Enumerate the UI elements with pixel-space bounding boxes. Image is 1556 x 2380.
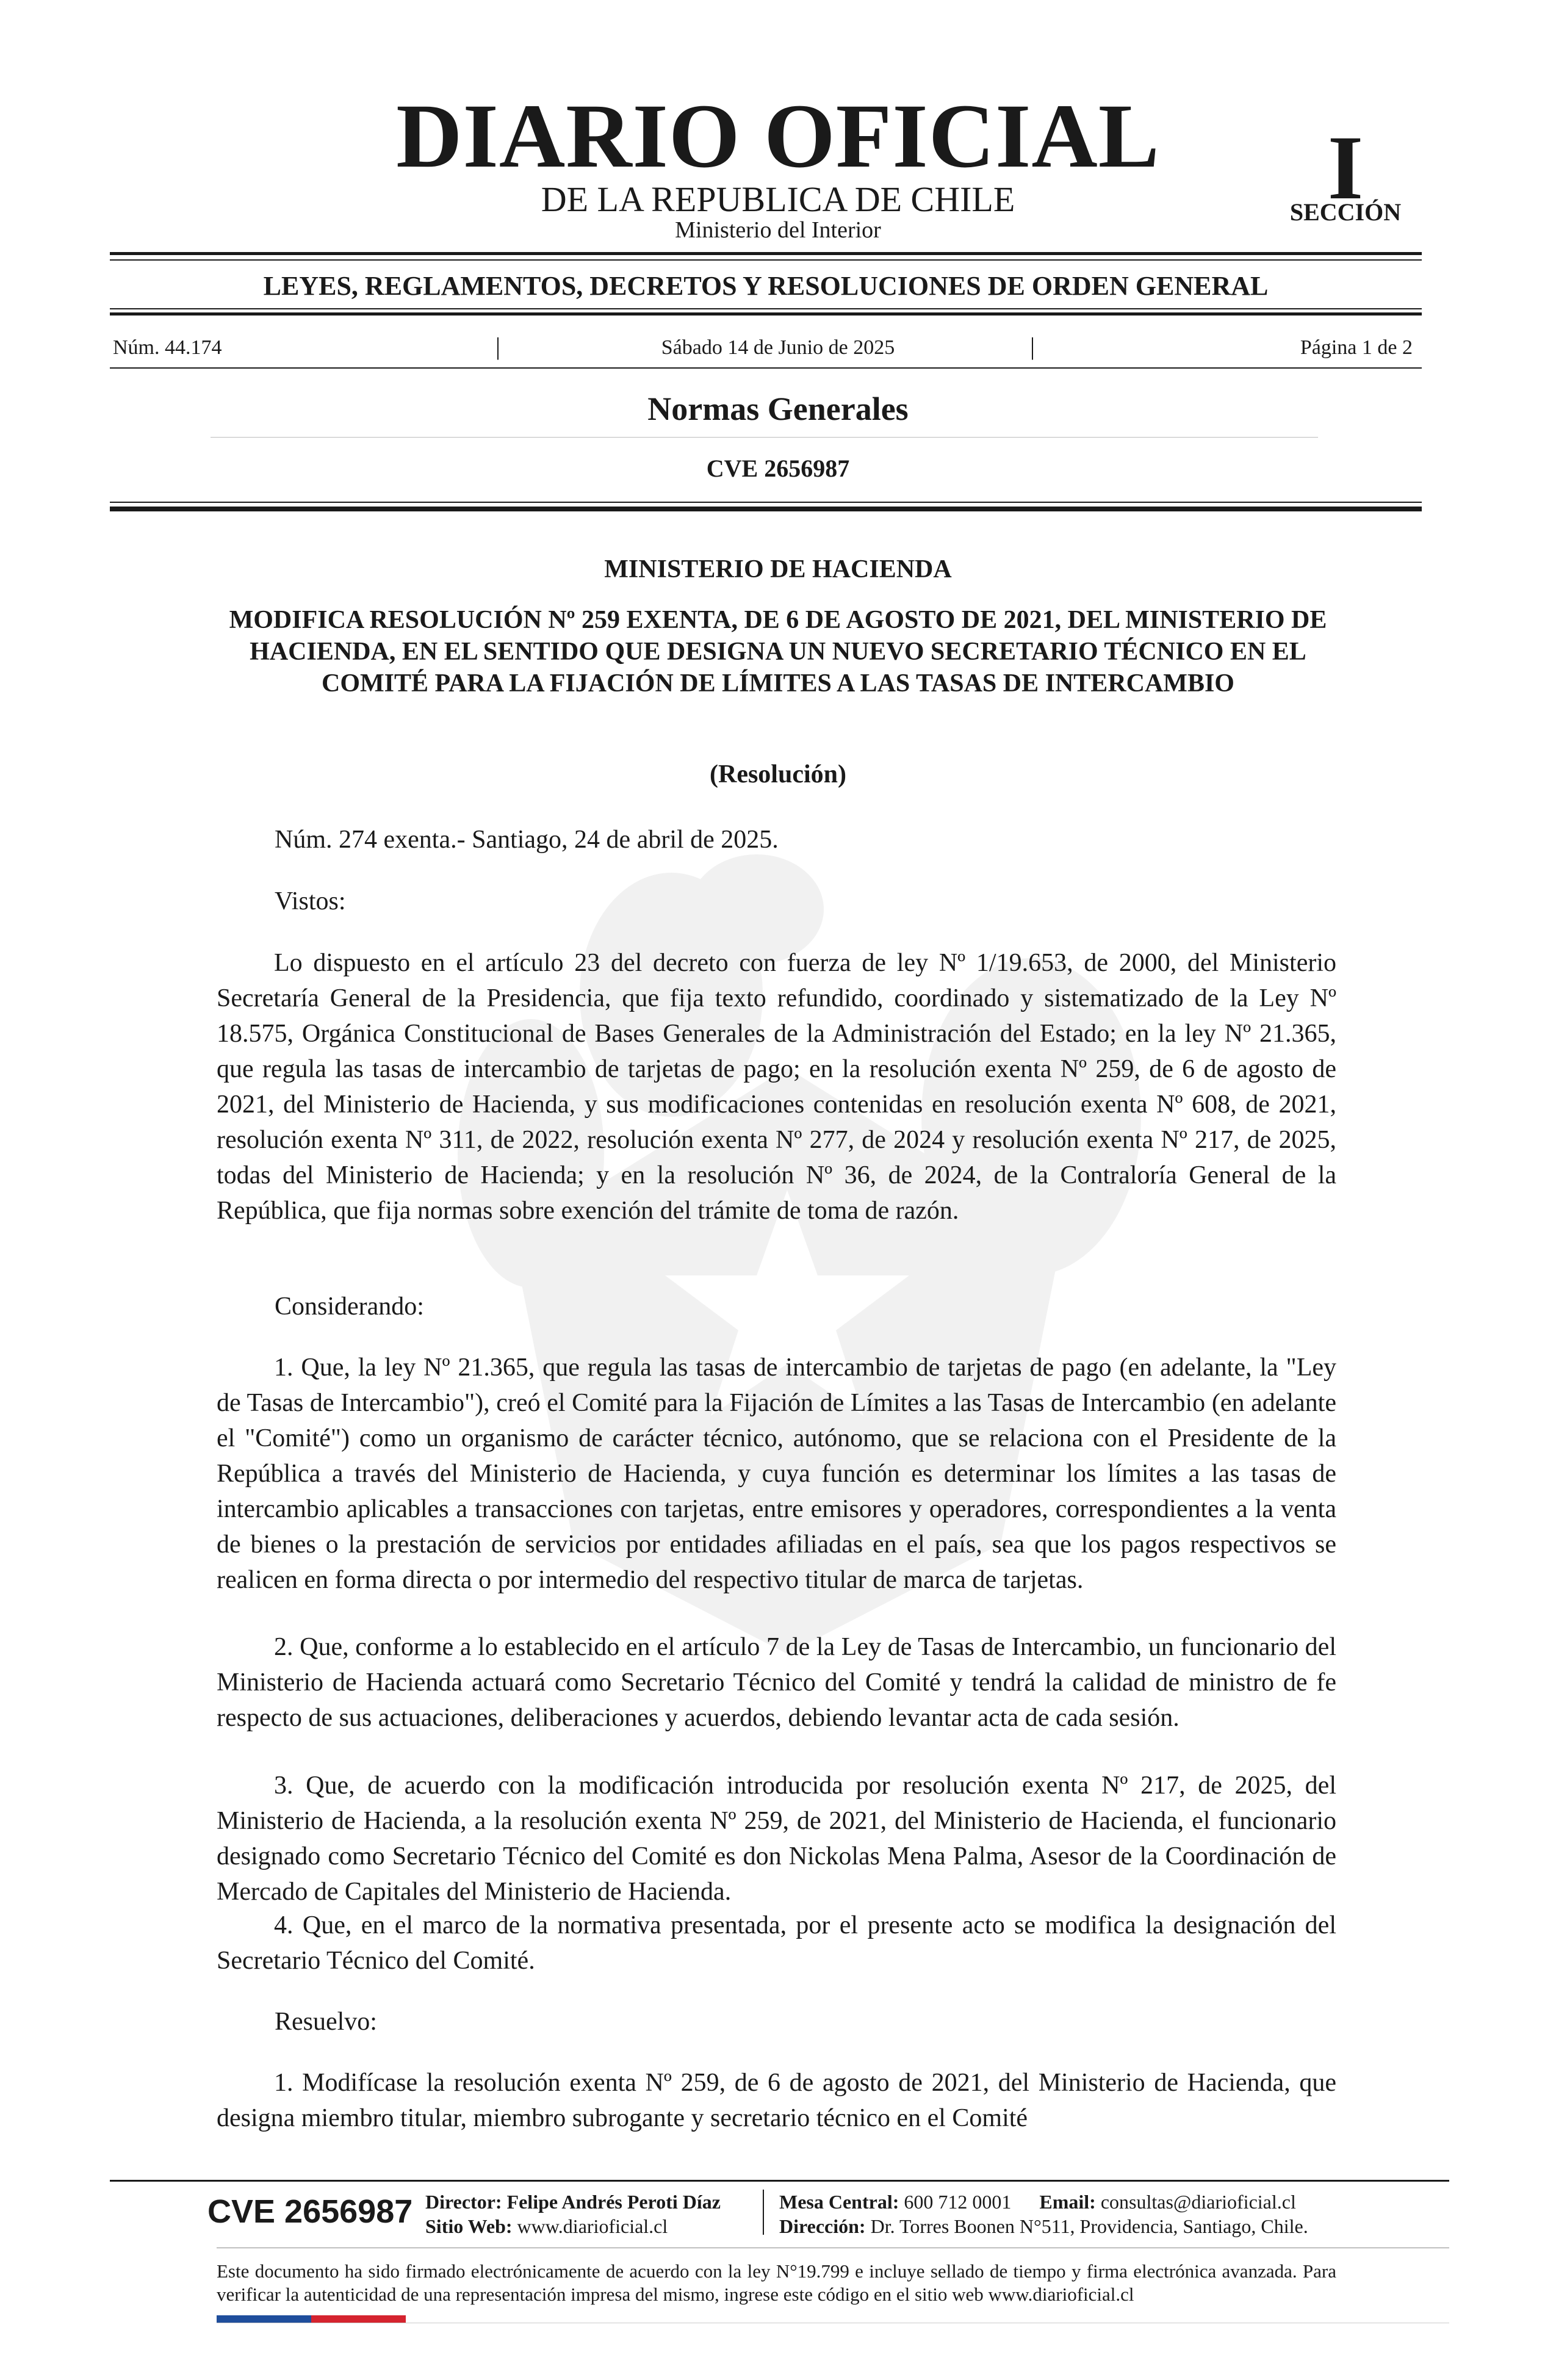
resuelvo-item: 1. Modifícase la resolución exenta Nº 259, de 6 de agosto de 2021, del Ministerio de Hacienda, que designa miembro titular, miembro subrogante y secretario técnico en el Comité: [217, 2069, 1336, 2132]
footer-rule: [110, 2180, 1449, 2182]
masthead-ministry: Ministerio del Interior: [675, 217, 881, 243]
considerando-item: 3. Que, de acuerdo con la modificación introducida por resolución exenta Nº 217, de 2025, del Ministerio de Hacienda, a la resolución exenta Nº 259, de 2021, del Ministerio de Hacienda, el funcionario designado como Secretario Técnico del Comité es don Nickolas Mena Palma, Asesor de la Coordinación de Mercado de Capitales del Ministerio de Hacienda.: [217, 1772, 1336, 1906]
director-name: Felipe Andrés Peroti Díaz: [506, 2191, 721, 2213]
website-label: Sitio Web:: [425, 2215, 513, 2237]
ministry-heading: MINISTERIO DE HACIENDA: [604, 555, 952, 583]
page-indicator: Página 1 de 2: [1300, 336, 1413, 359]
footer-cve-code: CVE 2656987: [207, 2193, 413, 2230]
flag-stripe-red: [311, 2315, 406, 2323]
considerando-label: Considerando:: [275, 1293, 424, 1321]
section-numeral: I: [1327, 117, 1364, 218]
footer-signature-note: Este documento ha sido firmado electrónicamente de acuerdo con la ley N°19.799 e incluye sellado de tiempo y firma electrónica avanzada. Para verificar la autenticidad de una representación impresa del mismo, ingrese este código en el sitio web www.diarioficial.cl: [217, 2260, 1336, 2305]
vistos-paragraph: Lo dispuesto en el artículo 23 del decreto con fuerza de ley Nº 1/19.653, de 2000, del Ministerio Secretaría General de la Presidencia, que fija texto refundido, coordinado y sistematizado de la Ley Nº 18.575, Orgánica Constitucional de Bases Generales de la Administración del Estado; en la ley Nº 21.365, que regula las tasas de intercambio de tarjetas de pago; en la resolución exenta Nº 259, de 6 de agosto de 2021, del Ministerio de Hacienda, y sus modificaciones contenidas en resolución exenta Nº 608, de 2021, resolución exenta Nº 311, de 2022, resolución exenta Nº 277, de 2024 y resolución exenta Nº 217, de 2025, todas del Ministerio de Hacienda; y en la resolución Nº 36, de 2024, de la Contraloría General de la República, que fija normas sobre exención del trámite de toma de razón.: [217, 949, 1336, 1225]
document-rule-thin: [110, 502, 1422, 503]
flag-stripe-blue: [217, 2315, 311, 2323]
mesa-label: Mesa Central:: [779, 2191, 899, 2213]
considerando-item: 2. Que, conforme a lo establecido en el artículo 7 de la Ley de Tasas de Intercambio, un funcionario del Ministerio de Hacienda actuará como Secretario Técnico del Comité y tendrá la calidad de ministro de fe respecto de sus actuaciones, deliberaciones y acuerdos, debiendo levantar acta de cada sesión.: [217, 1633, 1336, 1732]
mesa-phone: 600 712 0001: [904, 2191, 1012, 2213]
masthead-subtitle: DE LA REPUBLICA DE CHILE: [541, 179, 1015, 219]
banner-rule-thin: [110, 308, 1422, 309]
banner-rule-thick: [110, 312, 1422, 316]
issue-number: Núm. 44.174: [113, 336, 222, 359]
issue-date: Sábado 14 de Junio de 2025: [661, 336, 895, 359]
vistos-label: Vistos:: [275, 887, 346, 915]
website-link[interactable]: www.diarioficial.cl: [517, 2215, 668, 2237]
masthead-rule-thin: [110, 259, 1422, 261]
director-label: Director:: [425, 2191, 502, 2213]
section-heading: Normas Generales: [647, 391, 909, 427]
banner-heading: LEYES, REGLAMENTOS, DECRETOS Y RESOLUCIONES DE ORDEN GENERAL: [263, 271, 1269, 301]
considerando-item: 4. Que, en el marco de la normativa presentada, por el presente acto se modifica la designación del Secretario Técnico del Comité.: [217, 1911, 1336, 1975]
footer-director: [425, 2192, 721, 2212]
info-separator: |: [495, 333, 501, 360]
address-label: Dirección:: [779, 2215, 866, 2237]
footer-website: [425, 2216, 668, 2236]
document-rule-thick: [110, 507, 1422, 511]
resolution-title: MODIFICA RESOLUCIÓN Nº 259 EXENTA, DE 6 DE AGOSTO DE 2021, DEL MINISTERIO DE HACIENDA, EN EL SENTIDO QUE DESIGNA UN NUEVO SECRETARIO TÉCNICO EN EL COMITÉ PARA LA FIJACIÓN DE LÍMITES A LAS TASAS DE INTERCAMBIO: [229, 606, 1327, 698]
masthead-rule-thick: [110, 252, 1422, 255]
section-label: SECCIÓN: [1289, 198, 1402, 226]
resolution-type: (Resolución): [710, 760, 846, 788]
masthead-title: DIARIO OFICIAL: [396, 85, 1160, 187]
email-label: Email:: [1039, 2191, 1096, 2213]
email-link[interactable]: consultas@diarioficial.cl: [1100, 2191, 1296, 2213]
footer-divider: [763, 2190, 764, 2235]
heading-rule: [211, 437, 1318, 438]
considerando-item: 1. Que, la ley Nº 21.365, que regula las tasas de intercambio de tarjetas de pago (en adelante, la "Ley de Tasas de Intercambio"), creó el Comité para la Fijación de Límites a las Tasas de Intercambio (en adelante el "Comité") como un organismo de carácter técnico, autónomo, que se relaciona con el Presidente de la República a través del Ministerio de Hacienda, y cuya función es determinar los límites a las tasas de intercambio aplicables a transacciones con tarjetas, entre emisores y operadores, correspondientes a la venta de bienes o la prestación de servicios por entidades afiliadas en el país, sea que los pagos respectivos se realicen en forma directa o por intermedio del respectivo titular de marca de tarjetas.: [217, 1354, 1336, 1594]
footer-address: [779, 2216, 1308, 2236]
address-text: Dr. Torres Boonen N°511, Providencia, Santiago, Chile.: [870, 2215, 1308, 2237]
cve-code: CVE 2656987: [706, 455, 850, 482]
info-separator: |: [1030, 333, 1036, 360]
footer-contact: [779, 2192, 1296, 2212]
resuelvo-label: Resuelvo:: [275, 2008, 377, 2036]
info-rule: [110, 367, 1422, 369]
resolution-header-line: Núm. 274 exenta.- Santiago, 24 de abril de 2025.: [275, 826, 779, 854]
